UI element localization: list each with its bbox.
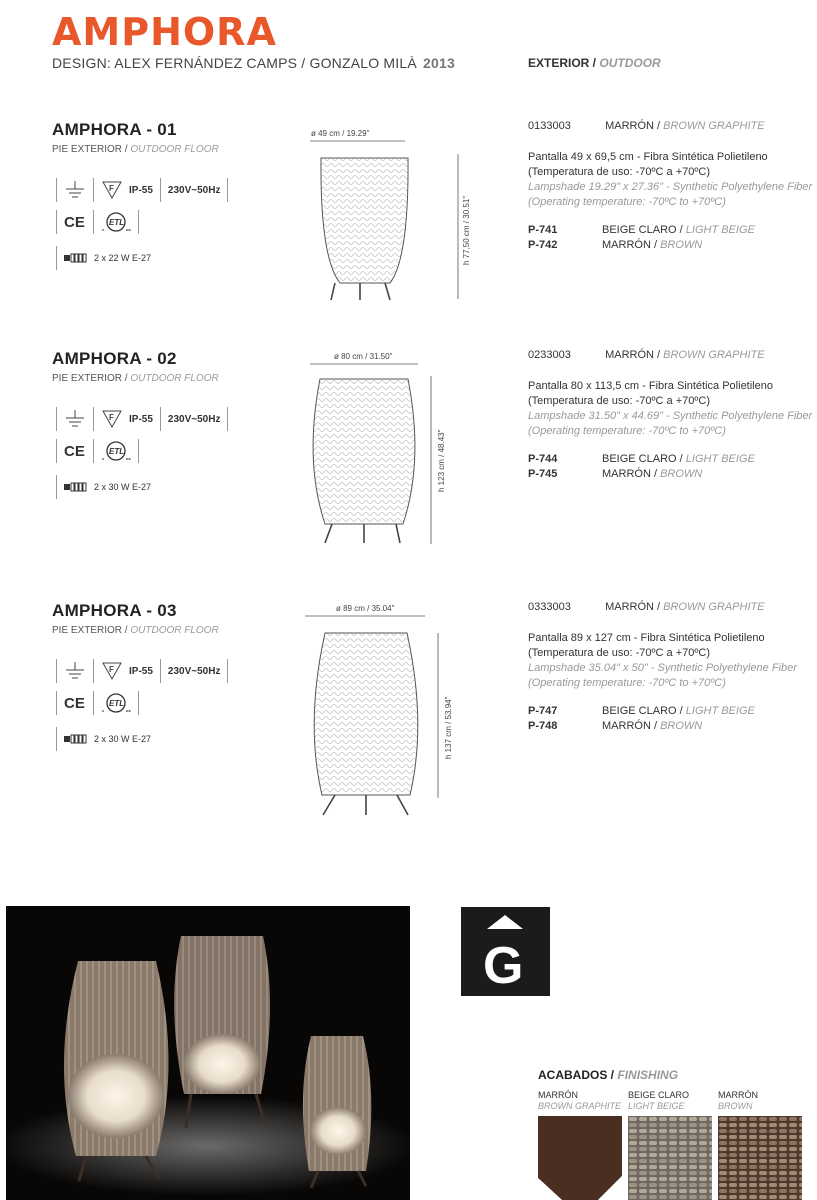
product-name: AMPHORA - 03 bbox=[52, 601, 177, 620]
lamp-spec: 2 x 30 W E-27 bbox=[94, 482, 152, 492]
voltage: 230V~50Hz bbox=[167, 665, 221, 677]
variant-row: P-741 BEIGE CLARO / LIGHT BEIGE bbox=[528, 224, 755, 236]
svg-text:ETL: ETL bbox=[109, 218, 125, 227]
svg-text:us: us bbox=[126, 708, 131, 713]
reference-code: 0233003 bbox=[528, 349, 571, 361]
diameter-label: ø 49 cm / 19.29" bbox=[311, 129, 370, 138]
product-name: AMPHORA - 01 bbox=[52, 120, 177, 139]
height-label: h 123 cm / 48.43" bbox=[437, 429, 446, 492]
spec-icons-row bbox=[52, 407, 232, 431]
lamp-spec-row bbox=[52, 727, 154, 751]
etl-icon bbox=[98, 211, 134, 233]
height-label: h 77,50 cm / 30.51" bbox=[462, 195, 471, 265]
swatch-label-brown: MARRÓN BROWN bbox=[718, 1090, 758, 1111]
designer-names: DESIGN: ALEX FERNÁNDEZ CAMPS / GONZALO MILÀ bbox=[52, 55, 417, 71]
page-title: AMPHORA bbox=[52, 10, 277, 54]
category-en: OUTDOOR bbox=[599, 56, 661, 70]
voltage: 230V~50Hz bbox=[167, 184, 221, 196]
cert-icons-row bbox=[52, 439, 143, 463]
svg-text:F: F bbox=[109, 665, 114, 674]
variant-list bbox=[528, 704, 755, 734]
spec-icons-row bbox=[52, 178, 232, 202]
svg-text:CE: CE bbox=[64, 214, 85, 231]
swatch-brown-graphite[interactable] bbox=[538, 1116, 622, 1200]
svg-text:us: us bbox=[126, 456, 131, 461]
product-type: PIE EXTERIOR / OUTDOOR FLOOR bbox=[52, 144, 219, 155]
ground-icon bbox=[61, 180, 89, 200]
svg-text:c: c bbox=[102, 456, 105, 461]
variant-row: P-742 MARRÓN / BROWN bbox=[528, 239, 703, 251]
product-description: Pantalla 80 x 113,5 cm - Fibra Sintética Polietileno (Temperatura de uso: -70ºC a +70ºC) Lampshade 31.50" x 44.69" - Synthetic Polyethylene Fiber (Operating temperature: -70ºC to +70ºC) bbox=[528, 380, 813, 437]
swatch-brown[interactable] bbox=[718, 1116, 802, 1200]
designer-line bbox=[52, 55, 455, 71]
amphora-03-drawing bbox=[300, 613, 450, 818]
svg-text:CE: CE bbox=[64, 443, 85, 460]
brand-logo bbox=[461, 907, 550, 996]
etl-icon bbox=[98, 692, 134, 714]
voltage: 230V~50Hz bbox=[167, 413, 221, 425]
category-es: EXTERIOR / bbox=[528, 56, 597, 70]
variant-row: P-744 BEIGE CLARO / LIGHT BEIGE bbox=[528, 453, 755, 465]
variant-list bbox=[528, 223, 755, 253]
bulb-icon bbox=[61, 252, 91, 264]
f-mark-icon bbox=[98, 180, 126, 200]
svg-text:c: c bbox=[102, 708, 105, 713]
spec-icons-row bbox=[52, 659, 232, 683]
amphora-02-drawing bbox=[300, 361, 440, 549]
diameter-label: ø 80 cm / 31.50" bbox=[334, 352, 393, 361]
cert-icons-row bbox=[52, 691, 143, 715]
ip-rating: IP-55 bbox=[129, 184, 153, 196]
ground-icon bbox=[61, 409, 89, 429]
svg-text:ETL: ETL bbox=[109, 699, 125, 708]
svg-text:c: c bbox=[102, 227, 105, 232]
reference-code: 0333003 bbox=[528, 601, 571, 613]
product-type: PIE EXTERIOR / OUTDOOR FLOOR bbox=[52, 625, 219, 636]
product-name: AMPHORA - 02 bbox=[52, 349, 177, 368]
reference-line: 0133003 MARRÓN / BROWN GRAPHITE bbox=[528, 120, 765, 132]
lamp-spec: 2 x 30 W E-27 bbox=[94, 734, 152, 744]
variant-list bbox=[528, 452, 755, 482]
ip-rating: IP-55 bbox=[129, 665, 153, 677]
etl-icon bbox=[98, 440, 134, 462]
svg-text:us: us bbox=[126, 227, 131, 232]
svg-text:ETL: ETL bbox=[109, 447, 125, 456]
amphora-01-drawing bbox=[305, 138, 465, 303]
ip-rating: IP-55 bbox=[129, 413, 153, 425]
product-amphora-01 bbox=[0, 120, 817, 340]
variant-row: P-748 MARRÓN / BROWN bbox=[528, 720, 703, 732]
bulb-icon bbox=[61, 481, 91, 493]
ground-icon bbox=[61, 661, 89, 681]
svg-text:G: G bbox=[483, 937, 524, 995]
cert-icons-row bbox=[52, 210, 143, 234]
svg-text:CE: CE bbox=[64, 695, 85, 712]
ce-icon bbox=[61, 442, 89, 460]
lamp-spec-row bbox=[52, 475, 154, 499]
bulb-icon bbox=[61, 733, 91, 745]
lamp-spec-row bbox=[52, 246, 154, 270]
ce-icon bbox=[61, 694, 89, 712]
svg-text:F: F bbox=[109, 413, 114, 422]
product-description: Pantalla 49 x 69,5 cm - Fibra Sintética Polietileno (Temperatura de uso: -70ºC a +70ºC) Lampshade 19.29" x 27.36" - Synthetic Polyethylene Fiber (Operating temperature: -70ºC to +70ºC) bbox=[528, 151, 813, 208]
swatch-light-beige[interactable] bbox=[628, 1116, 712, 1200]
ce-icon bbox=[61, 213, 89, 231]
height-label: h 137 cm / 53.94" bbox=[444, 696, 453, 759]
svg-text:F: F bbox=[109, 184, 114, 193]
product-amphora-02 bbox=[0, 349, 817, 569]
variant-row: P-747 BEIGE CLARO / LIGHT BEIGE bbox=[528, 705, 755, 717]
product-amphora-03 bbox=[0, 601, 817, 821]
category-label bbox=[528, 56, 661, 70]
product-description: Pantalla 89 x 127 cm - Fibra Sintética Polietileno (Temperatura de uso: -70ºC a +70ºC) Lampshade 35.04" x 50" - Synthetic Polyethylene Fiber (Operating temperature: -70ºC to +70ºC) bbox=[528, 632, 797, 689]
variant-row: P-745 MARRÓN / BROWN bbox=[528, 468, 703, 480]
design-year: 2013 bbox=[423, 55, 455, 71]
diameter-label: ø 89 cm / 35.04" bbox=[336, 604, 395, 613]
finishing-title: ACABADOS / FINISHING bbox=[538, 1068, 679, 1082]
swatch-label-brown-graphite: MARRÓN BROWN GRAPHITE bbox=[538, 1090, 622, 1111]
swatch-label-light-beige: BEIGE CLARO LIGHT BEIGE bbox=[628, 1090, 690, 1111]
product-type: PIE EXTERIOR / OUTDOOR FLOOR bbox=[52, 373, 219, 384]
product-photo bbox=[6, 906, 410, 1200]
reference-code: 0133003 bbox=[528, 120, 571, 132]
f-mark-icon bbox=[98, 661, 126, 681]
reference-line: 0233003 MARRÓN / BROWN GRAPHITE bbox=[528, 349, 765, 361]
lamp-spec: 2 x 22 W E-27 bbox=[94, 253, 152, 263]
reference-line: 0333003 MARRÓN / BROWN GRAPHITE bbox=[528, 601, 765, 613]
f-mark-icon bbox=[98, 409, 126, 429]
